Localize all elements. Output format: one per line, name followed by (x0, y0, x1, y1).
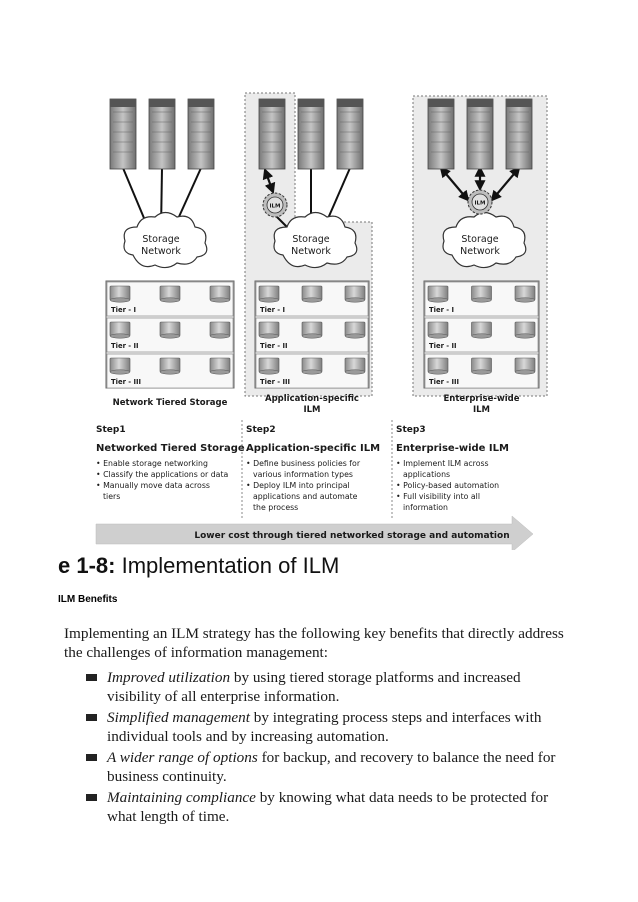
tier-label: Tier - III (429, 378, 460, 386)
server-body (110, 99, 136, 169)
step-bullet-continuation: the process (253, 503, 299, 512)
step-bullet-continuation: various information types (253, 470, 353, 479)
step-bullet-text: • Manually move data across (96, 481, 210, 490)
benefit-item (84, 708, 564, 746)
server-body (467, 99, 493, 169)
server-tower-icon (467, 99, 493, 169)
cloud-label-line1: Storage (142, 234, 180, 245)
benefit-term: Maintaining compliance (107, 789, 256, 806)
server-top (428, 99, 454, 107)
server-top (337, 99, 363, 107)
ilm-gear-icon (263, 193, 287, 217)
figure-title: Implementation of ILM (121, 553, 340, 578)
tier-label: Tier - II (429, 342, 457, 350)
disk-base (302, 334, 322, 338)
disk-base (428, 334, 448, 338)
square-bullet-icon (86, 794, 97, 801)
disk-base (259, 334, 279, 338)
tier-storage-stack (255, 281, 369, 388)
server-body (149, 99, 175, 169)
disk-base (472, 298, 492, 302)
disk-base (160, 298, 180, 302)
square-bullet-icon (86, 674, 97, 681)
server-tower-icon (428, 99, 454, 169)
disk-base (259, 370, 279, 374)
step-label: Step3 (396, 425, 426, 435)
step-bullet-continuation: applications (403, 470, 451, 479)
disk-base (210, 370, 230, 374)
square-bullet-icon (86, 754, 97, 761)
disk-base (472, 370, 492, 374)
server-tower-icon (259, 99, 285, 169)
panel-caption: Enterprise-wide (443, 394, 520, 404)
tier-label: Tier - I (429, 306, 455, 314)
step-bullet-text: • Classify the applications or data (96, 470, 229, 479)
step-bullet-continuation: applications and automate (253, 492, 358, 501)
server-top (467, 99, 493, 107)
disk-base (160, 334, 180, 338)
benefit-term: Improved utilization (107, 669, 231, 686)
server-body (337, 99, 363, 169)
benefit-item (84, 668, 564, 706)
disk-base (515, 334, 535, 338)
server-tower-icon (298, 99, 324, 169)
tier-label: Tier - III (260, 378, 291, 386)
step-bullet-text: • Implement ILM across (396, 459, 489, 468)
tier-label: Tier - II (111, 342, 139, 350)
disk-base (302, 298, 322, 302)
benefit-item (84, 788, 564, 826)
benefit-text: by using tiered storage platforms and increased visibility of all enterprise information. (107, 669, 521, 705)
disk-base (210, 298, 230, 302)
disk-base (110, 370, 130, 374)
disk-base (428, 298, 448, 302)
panel-caption: Application-specific (265, 394, 359, 404)
step-bullet-text: • Full visibility into all (396, 492, 481, 501)
step-title: Networked Tiered Storage (96, 443, 245, 454)
disk-base (302, 370, 322, 374)
tier-storage-stack (424, 281, 539, 388)
disk-base (472, 334, 492, 338)
cloud-label-line2: Network (291, 246, 331, 257)
cloud-label-line1: Storage (461, 234, 499, 245)
disk-base (210, 334, 230, 338)
tier-label: Tier - III (111, 378, 142, 386)
disk-base (259, 298, 279, 302)
benefit-text: by knowing what data needs to be protected for what length of time. (107, 789, 549, 825)
benefit-text: for backup, and recovery to balance the need for business continuity. (107, 749, 556, 785)
ilm-badge-label: ILM (269, 203, 281, 210)
step-bullet-continuation: tiers (103, 492, 121, 501)
panel-caption: Network Tiered Storage (112, 398, 228, 408)
disk-base (515, 298, 535, 302)
disk-base (345, 370, 365, 374)
step-bullet-text: • Define business policies for (246, 459, 361, 468)
figure-caption (58, 553, 339, 579)
benefit-term: Simplified management (107, 709, 250, 726)
server-top (259, 99, 285, 107)
disk-base (160, 370, 180, 374)
server-tower-icon (188, 99, 214, 169)
server-tower-icon (337, 99, 363, 169)
panel-caption: ILM (303, 405, 321, 415)
tier-label: Tier - I (260, 306, 286, 314)
ilm-gear-icon (468, 190, 492, 214)
cloud-label-line1: Storage (292, 234, 330, 245)
panel-caption: ILM (472, 405, 491, 415)
step-label: Step1 (96, 425, 126, 435)
square-bullet-icon (86, 714, 97, 721)
section-label: ILM Benefits (58, 594, 118, 605)
server-body (506, 99, 532, 169)
disk-base (345, 298, 365, 302)
step-bullet-text: • Enable storage networking (96, 459, 208, 468)
benefits-list (84, 668, 564, 828)
disk-base (110, 298, 130, 302)
step-bullet-text: • Policy-based automation (396, 481, 500, 490)
disk-base (428, 370, 448, 374)
step-label: Step2 (246, 425, 276, 435)
server-body (188, 99, 214, 169)
disk-base (515, 370, 535, 374)
server-top (506, 99, 532, 107)
step-title: Enterprise-wide ILM (396, 443, 509, 454)
figure-number: e 1-8: (58, 553, 116, 578)
intro-paragraph: Implementing an ILM strategy has the following key benefits that directly address the challenges of information management: (64, 625, 564, 661)
tier-label: Tier - II (260, 342, 288, 350)
ilm-badge-label: ILM (474, 200, 486, 207)
cloud-label-line2: Network (141, 246, 181, 257)
server-tower-icon (110, 99, 136, 169)
benefit-term: A wider range of options (107, 749, 258, 766)
server-top (298, 99, 324, 107)
server-tower-icon (149, 99, 175, 169)
server-top (188, 99, 214, 107)
arrow-caption: Lower cost through tiered networked storage and automation (194, 531, 510, 541)
step-bullet-continuation: information (403, 503, 448, 512)
server-top (110, 99, 136, 107)
benefit-item (84, 748, 564, 786)
disk-base (345, 334, 365, 338)
benefit-text: by integrating process steps and interfaces with individual tools and by increasing automation. (107, 709, 542, 745)
step-bullet-text: • Deploy ILM into principal (246, 481, 350, 490)
cloud-label-line2: Network (460, 246, 500, 257)
disk-base (110, 334, 130, 338)
server-body (298, 99, 324, 169)
server-body (259, 99, 285, 169)
server-top (149, 99, 175, 107)
server-tower-icon (506, 99, 532, 169)
server-body (428, 99, 454, 169)
tier-label: Tier - I (111, 306, 137, 314)
tier-storage-stack (106, 281, 234, 388)
step-title: Application-specific ILM (246, 443, 381, 454)
